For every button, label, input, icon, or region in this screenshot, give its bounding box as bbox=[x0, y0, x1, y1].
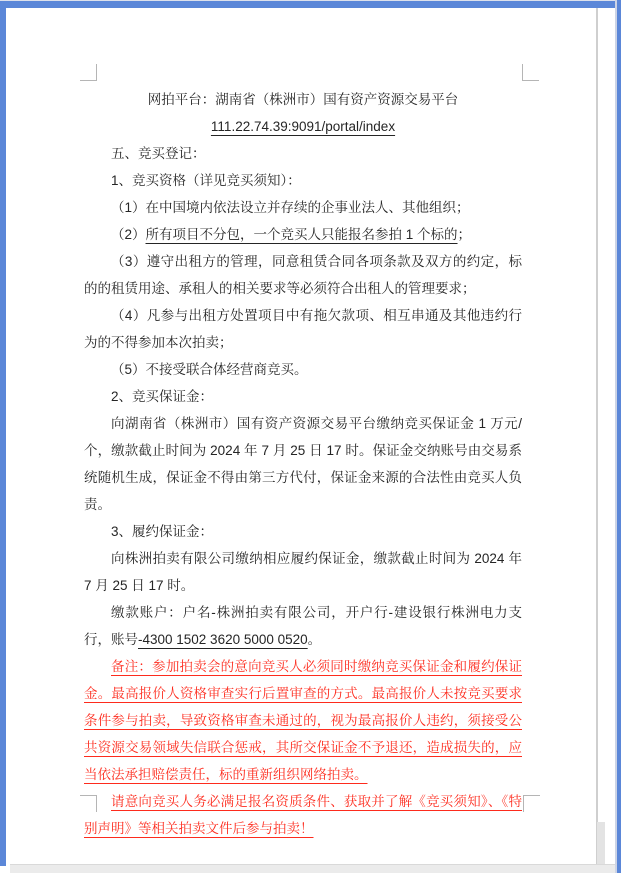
qualification-2 bbox=[84, 221, 522, 248]
payment-account-end: 。 bbox=[307, 632, 322, 647]
item2-heading: 2、竞买保证金： bbox=[111, 389, 214, 404]
crop-mark-bottom-left bbox=[80, 795, 97, 812]
item1-heading: 1、竞买资格（详见竞买须知）： bbox=[111, 173, 301, 188]
payment-account-text: 缴款账户：户名-株洲拍卖有限公司，开户行-建设银行株洲电力支行，账号 bbox=[84, 605, 522, 647]
notice-paragraph: 请意向竞买人务必满足报名资质条件、获取并了解《竞买须知》、《特别声明》等相关拍卖文件后参与拍卖！ bbox=[84, 794, 522, 836]
qualification-2-end: ； bbox=[457, 227, 472, 242]
item3-heading: 3、履约保证金： bbox=[111, 524, 214, 539]
crop-mark-top-right bbox=[522, 64, 539, 81]
qualification-3: （3）遵守出租方的管理，同意租赁合同各项条款及双方的约定，标的的租赁用途、承租人的相关要求等必须符合出租人的管理要求； bbox=[84, 254, 522, 296]
window-border-left bbox=[0, 1, 6, 866]
account-number: -4300 1502 3620 5000 0520 bbox=[138, 632, 308, 647]
remark-paragraph: 备注：参加拍卖会的意向竞买人必须同时缴纳竞买保证金和履约保证金。最高报价人资格审查实行后置审查的方式。最高报价人未按竞买要求条件参与拍卖，导致资格审查未通过的，视为最高报价人违约，须接受公共资源交易领域失信联合惩戒，其所交保证金不予退还，造成损失的，应当依法承担赔偿责任，标的重新组织网络拍卖。 bbox=[84, 659, 522, 782]
platform-line: 网拍平台：湖南省（株洲市）国有资产资源交易平台 bbox=[147, 92, 459, 107]
window-border-top bbox=[0, 1, 621, 8]
page-right-edge-line bbox=[596, 8, 598, 864]
qualification-1: （1）在中国境内依法设立并存续的企事业法人、其他组织； bbox=[111, 200, 470, 215]
crop-mark-top-left bbox=[80, 64, 97, 81]
section5-heading: 五、竞买登记： bbox=[111, 146, 206, 161]
document-page bbox=[84, 86, 522, 842]
crop-mark-bottom-right bbox=[523, 795, 540, 812]
window-border-right bbox=[617, 0, 621, 873]
qualification-5: （5）不接受联合体经营商竞买。 bbox=[111, 362, 308, 377]
page-bottom-gap bbox=[10, 864, 616, 873]
item3-body: 向株洲拍卖有限公司缴纳相应履约保证金，缴款截止时间为 2024 年 7 月 25 日 17 时。 bbox=[84, 551, 522, 593]
platform-url-link[interactable]: 111.22.74.39:9091/portal/index bbox=[210, 119, 396, 134]
qualification-2-underlined-text: 所有项目不分包，一个竞买人只能报名参拍 1 个标的 bbox=[145, 227, 458, 242]
qualification-2-marker: （2） bbox=[111, 227, 146, 242]
item2-body: 向湖南省（株洲市）国有资产资源交易平台缴纳竞买保证金 1 万元/个，缴款截止时间为 2024 年 7 月 25 日 17 时。保证金交纳账号由交易系统随机生成，保证金不得由第三方代付，保证金来源的合法性由竞买人负责。 bbox=[84, 416, 522, 512]
payment-account-paragraph bbox=[84, 599, 522, 653]
qualification-4: （4）凡参与出租方处置项目中有拖欠款项、相互串通及其他违约行为的不得参加本次拍卖； bbox=[84, 308, 522, 350]
platform-url-paragraph bbox=[84, 113, 522, 140]
